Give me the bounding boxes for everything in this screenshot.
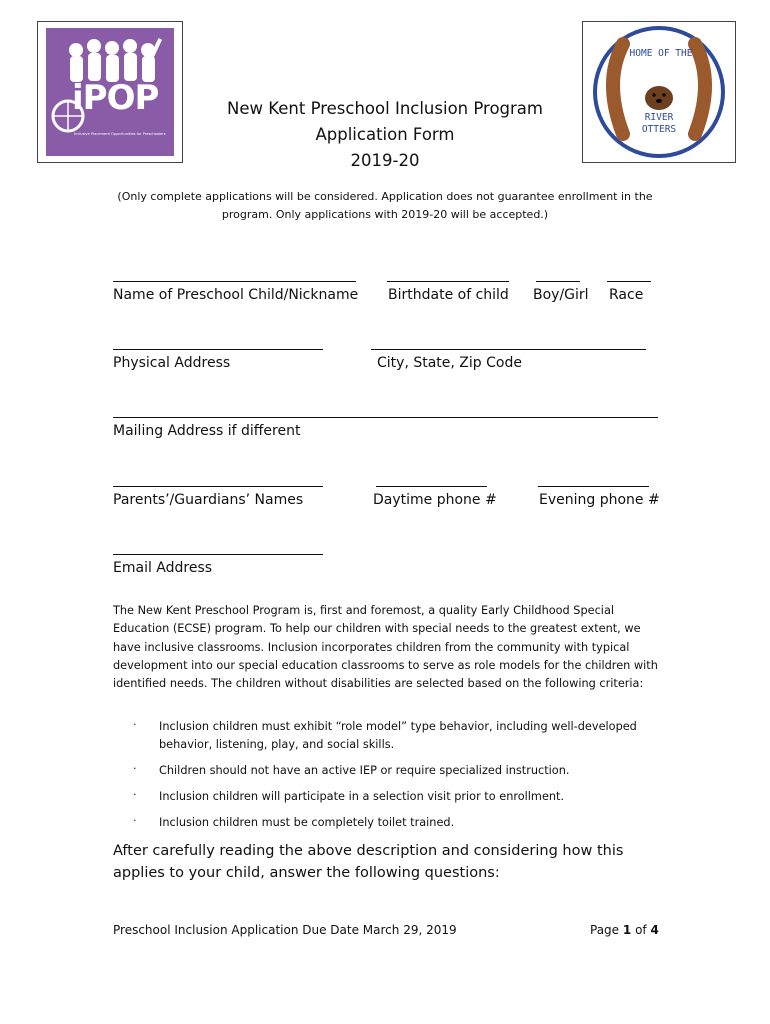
daytime-phone-line[interactable] [376,486,487,487]
criteria-item: Inclusion children must be completely toilet trained. [159,816,455,829]
page-prefix: Page [590,923,620,937]
footer-due-date: Preschool Inclusion Application Due Date March 29, 2019 [113,923,457,937]
gender-label: Boy/Girl [533,287,589,303]
email-label: Email Address [113,560,213,576]
ipop-logo-tagline: Inclusive Placement Opportunities for Preschoolers [74,132,166,136]
mailing-address-line[interactable] [113,417,658,418]
bullet-icon: · [133,814,137,827]
application-note: (Only complete applications will be considered. Application does not guarantee enrollment in the program. Only applications with 2019-20 will be accepted.) [117,190,653,221]
bullet-icon: · [133,788,137,801]
email-line[interactable] [113,554,323,555]
title-line-3: 2019-20 [350,151,420,170]
race-label: Race [609,287,644,303]
mailing-address-label: Mailing Address if different [113,423,301,439]
race-line[interactable] [607,281,651,282]
child-name-line[interactable] [113,281,356,282]
bullet-icon: · [133,718,137,731]
parents-names-line[interactable] [113,486,323,487]
page-number [590,923,659,937]
otters-logo [583,22,735,162]
ipop-logo-text: iPOP [72,78,159,118]
criteria-item: Inclusion children must exhibit “role model” type behavior, including well-developed behavior, listening, play, and social skills. [159,720,637,751]
otters-logo-frame [582,21,736,163]
evening-phone-line[interactable] [538,486,649,487]
city-state-zip-line[interactable] [371,349,646,350]
physical-address-line[interactable] [113,349,323,350]
criteria-item: Children should not have an active IEP or require specialized instruction. [159,764,570,777]
form-title [180,96,590,174]
bullet-icon: · [133,762,137,775]
birthdate-label: Birthdate of child [388,287,509,303]
page-of: of [635,923,647,937]
page-current: 1 [622,923,632,937]
evening-phone-label: Evening phone # [539,492,660,508]
closing-instructions: After carefully reading the above description and considering how this applies to your child, answer the following questions: [113,843,624,881]
child-name-label: Name of Preschool Child/Nickname [113,287,359,303]
ipop-logo-frame [37,21,183,163]
parents-names-label: Parents’/Guardians’ Names [113,492,304,508]
otters-logo-bottom-text: RIVER OTTERS [641,112,677,135]
physical-address-label: Physical Address [113,355,231,371]
page-total: 4 [650,923,659,937]
title-line-2: Application Form [315,125,455,144]
gender-line[interactable] [536,281,580,282]
otters-logo-top-text: HOME OF THE [629,48,693,59]
title-line-1: New Kent Preschool Inclusion Program [227,99,543,118]
criteria-item: Inclusion children will participate in a selection visit prior to enrollment. [159,790,565,803]
city-state-zip-label: City, State, Zip Code [377,355,522,371]
birthdate-line[interactable] [387,281,509,282]
ipop-logo [46,28,174,156]
daytime-phone-label: Daytime phone # [373,492,497,508]
program-description: The New Kent Preschool Program is, first and foremost, a quality Early Childhood Special Education (ECSE) program. To help our children with special needs to the greatest extent, we have inclusive classrooms. Inclusion incorporates children from the community with typical development into our special education classrooms to serve as role models for the children with identified needs. The children without disabilities are selected based on the following criteria: [113,604,658,691]
